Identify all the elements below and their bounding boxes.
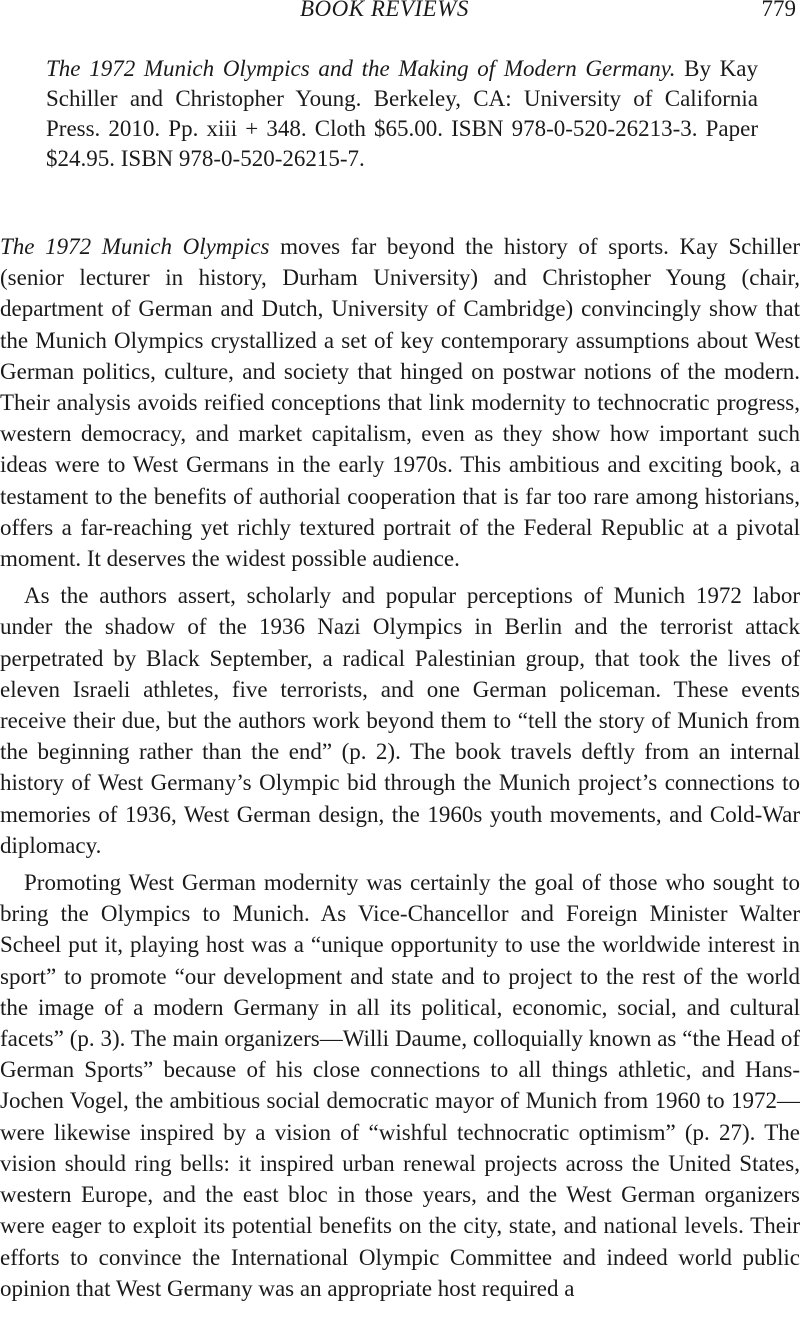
- review-paragraph-1: [0, 231, 800, 574]
- review-body: [0, 231, 800, 1310]
- book-citation: [46, 54, 758, 174]
- review-paragraph-1-text: moves far beyond the history of sports. Kay Schiller (senior lecturer in history, Durham University) and Christopher Young (chair, department of German and Dutch, University of Cambridge) convincingly show that the Munich Olympics crystallized a set of key contemporary assumptions about West German politics, culture, and society that hinged on postwar notions of the modern. Their analysis avoids reified conceptions that link modernity to technocratic progress, western democracy, and market capitalism, even as they show how important such ideas were to West Germans in the early 1970s. This ambitious and exciting book, a testament to the benefits of authorial cooperation that is far too rare among historians, offers a far-reaching yet richly textured portrait of the Federal Republic at a pivotal moment. It deserves the widest possible audience.: [0, 234, 800, 572]
- page-number: 779: [761, 0, 796, 21]
- book-title: The 1972 Munich Olympics and the Making of Modern Germany.: [46, 56, 676, 81]
- running-title: BOOK REVIEWS: [300, 0, 469, 21]
- running-head: [0, 0, 800, 26]
- book-citation-details: By Kay Schiller and Christopher Young. Berkeley, CA: University of California Press. 2010. Pp. xiii + 348. Cloth $65.00. ISBN 978-0-520-26213-3. Paper $24.95. ISBN 978-0-520-26215-7.: [46, 56, 758, 171]
- review-paragraph-2: As the authors assert, scholarly and popular perceptions of Munich 1972 labor under the shadow of the 1936 Nazi Olympics in Berlin and the terrorist attack perpetrated by Black September, a radical Palestinian group, that took the lives of eleven Israeli athletes, five terrorists, and one German policeman. These events receive their due, but the authors work beyond them to “tell the story of Munich from the beginning rather than the end” (p. 2). The book travels deftly from an internal history of West Germany’s Olympic bid through the Munich project’s connections to memories of 1936, West German design, the 1960s youth movements, and Cold-War diplomacy.: [0, 583, 800, 858]
- review-paragraph-3: Promoting West German modernity was certainly the goal of those who sought to bring the Olympics to Munich. As Vice-Chancellor and Foreign Minister Walter Scheel put it, playing host was a “unique opportunity to use the worldwide interest in sport” to promote “our development and state and to project to the rest of the world the image of a modern Germany in all its political, economic, social, and cultural facets” (p. 3). The main organizers—Willi Daume, colloquially known as “the Head of German Sports” because of his close connections to all things athletic, and Hans-Jochen Vogel, the ambitious social democratic mayor of Munich from 1960 to 1972—were likewise inspired by a vision of “wishful technocratic optimism” (p. 27). The vision should ring bells: it inspired urban renewal projects across the United States, western Europe, and the east bloc in those years, and the West German organizers were eager to exploit its potential benefits on the city, state, and national levels. Their efforts to convince the International Olympic Committee and indeed world public opinion that West Germany was an appropriate host required a: [0, 870, 800, 1301]
- review-book-title: The 1972 Munich Olympics: [0, 234, 270, 259]
